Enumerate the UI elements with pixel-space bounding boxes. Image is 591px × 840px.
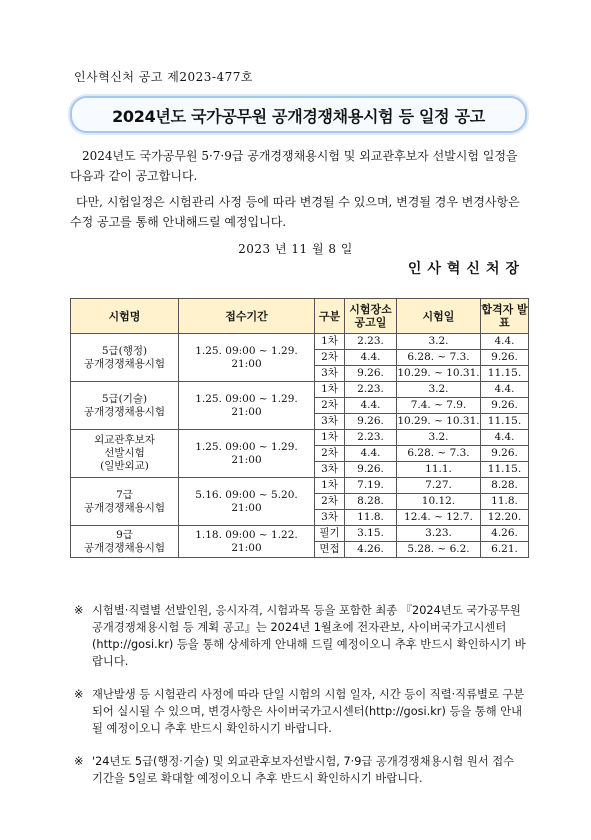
table-header-row [71, 299, 529, 334]
application-period-cell: 1.25. 09:00 ~ 1.29. 21:00 [179, 430, 315, 478]
result-announce-cell: 4.4. [481, 430, 529, 446]
venue-announce-cell: 4.4. [345, 350, 397, 366]
result-announce-cell: 4.4. [481, 334, 529, 350]
stage-cell: 3차 [315, 366, 345, 382]
venue-announce-cell: 9.26. [345, 414, 397, 430]
result-announce-cell: 4.4. [481, 382, 529, 398]
exam-name-cell: 5급(기술) 공개경쟁채용시험 [71, 382, 179, 430]
exam-date-cell: 3.23. [397, 526, 481, 542]
venue-announce-cell: 9.26. [345, 366, 397, 382]
stage-cell: 면접 [315, 542, 345, 558]
venue-announce-cell: 8.28. [345, 494, 397, 510]
exam-date-cell: 3.2. [397, 334, 481, 350]
change-notice-paragraph: 다만, 시험일정은 시험관리 사정 등에 따라 변경될 수 있으며, 변경될 경우 변경사항은 수정 공고를 통해 안내해드릴 예정입니다. [70, 195, 520, 229]
table-row [71, 478, 529, 494]
result-announce-cell: 9.26. [481, 446, 529, 462]
exam-date-cell: 10.29. ~ 10.31. [397, 366, 481, 382]
result-announce-cell: 9.26. [481, 350, 529, 366]
note-item [74, 686, 528, 737]
exam-name-cell: 7급 공개경쟁채용시험 [71, 478, 179, 526]
venue-announce-cell: 9.26. [345, 462, 397, 478]
result-announce-cell: 9.26. [481, 398, 529, 414]
venue-announce-cell: 3.15. [345, 526, 397, 542]
table-body [71, 334, 529, 558]
application-period-cell: 1.18. 09:00 ~ 1.22. 21:00 [179, 526, 315, 558]
exam-schedule-table [70, 298, 529, 558]
exam-date-cell: 11.1. [397, 462, 481, 478]
exam-date-cell: 7.27. [397, 478, 481, 494]
note-text: '24년도 5급(행정·기술) 및 외교관후보자선발시험, 7·9급 공개경쟁채용시험 원서 접수 기간을 5일로 확대할 예정이오니 추후 반드시 확인하시기 바랍니다. [92, 755, 515, 785]
stage-cell: 2차 [315, 398, 345, 414]
venue-announce-cell: 4.26. [345, 542, 397, 558]
exam-date-cell: 6.28. ~ 7.3. [397, 350, 481, 366]
stage-cell: 필기 [315, 526, 345, 542]
header-exam-date: 시험일 [397, 299, 481, 334]
application-period-cell: 1.25. 09:00 ~ 1.29. 21:00 [179, 382, 315, 430]
venue-announce-cell: 11.8. [345, 510, 397, 526]
reference-mark-icon: ※ [74, 604, 84, 617]
exam-date-cell: 10.29. ~ 10.31. [397, 414, 481, 430]
note-text: 시험별·직렬별 선발인원, 응시자격, 시험과목 등을 포함한 최종 『2024년도 국가공무원 공개경쟁채용시험 등 계획 공고』는 2024년 1월초에 전자관보, 사이버국가고시센터(http://gosi.kr) 등을 통해 상세하게 안내해 드릴 예정이오니 추후 반드시 확인하시기 바랍니다. [92, 604, 526, 668]
stage-cell: 3차 [315, 462, 345, 478]
header-stage: 구분 [315, 299, 345, 334]
exam-name-cell: 9급 공개경쟁채용시험 [71, 526, 179, 558]
stage-cell: 3차 [315, 414, 345, 430]
table-row [71, 382, 529, 398]
note-item [74, 753, 528, 787]
header-exam-name: 시험명 [71, 299, 179, 334]
exam-date-cell: 3.2. [397, 430, 481, 446]
venue-announce-cell: 4.4. [345, 446, 397, 462]
result-announce-cell: 11.15. [481, 462, 529, 478]
stage-cell: 1차 [315, 478, 345, 494]
exam-date-cell: 7.4. ~ 7.9. [397, 398, 481, 414]
table-row [71, 334, 529, 350]
note-text: 재난발생 등 시험관리 사정에 따라 단일 시험의 시험 일자, 시간 등이 직렬·직류별로 구분되어 실시될 수 있으며, 변경사항은 사이버국가고시센터(http://gosi.kr) 등을 통해 안내될 예정이오니 추후 반드시 확인하시기 바랍니다. [92, 688, 525, 735]
issuing-organization: 인사혁신처장 [407, 261, 525, 277]
notes-section [74, 602, 528, 803]
page-title: 2024년도 국가공무원 공개경쟁채용시험 등 일정 공고 [112, 107, 485, 126]
header-venue-announce: 시험장소 공고일 [345, 299, 397, 334]
header-result-announce: 합격자 발표 [481, 299, 529, 334]
exam-date-cell: 10.12. [397, 494, 481, 510]
result-announce-cell: 8.28. [481, 478, 529, 494]
table-row [71, 430, 529, 446]
application-period-cell: 1.25. 09:00 ~ 1.29. 21:00 [179, 334, 315, 382]
stage-cell: 1차 [315, 430, 345, 446]
notice-number: 인사혁신처 공고 제2023-477호 [74, 70, 253, 84]
reference-mark-icon: ※ [74, 688, 84, 701]
venue-announce-cell: 4.4. [345, 398, 397, 414]
exam-date-cell: 12.4. ~ 12.7. [397, 510, 481, 526]
exam-name-cell: 5급(행정) 공개경쟁채용시험 [71, 334, 179, 382]
note-item [74, 602, 528, 670]
table-row [71, 526, 529, 542]
result-announce-cell: 4.26. [481, 526, 529, 542]
reference-mark-icon: ※ [74, 755, 84, 768]
venue-announce-cell: 2.23. [345, 334, 397, 350]
result-announce-cell: 11.15. [481, 414, 529, 430]
stage-cell: 2차 [315, 494, 345, 510]
venue-announce-cell: 2.23. [345, 430, 397, 446]
intro-paragraph: 2024년도 국가공무원 5·7·9급 공개경쟁채용시험 및 외교관후보자 선발시험 일정을 다음과 같이 공고합니다. [70, 149, 518, 183]
stage-cell: 2차 [315, 446, 345, 462]
exam-date-cell: 3.2. [397, 382, 481, 398]
result-announce-cell: 6.21. [481, 542, 529, 558]
result-announce-cell: 11.8. [481, 494, 529, 510]
venue-announce-cell: 2.23. [345, 382, 397, 398]
venue-announce-cell: 7.19. [345, 478, 397, 494]
exam-name-cell: 외교관후보자 선발시험 (일반외교) [71, 430, 179, 478]
header-application-period: 접수기간 [179, 299, 315, 334]
title-banner [70, 96, 527, 133]
result-announce-cell: 12.20. [481, 510, 529, 526]
stage-cell: 2차 [315, 350, 345, 366]
stage-cell: 1차 [315, 382, 345, 398]
stage-cell: 1차 [315, 334, 345, 350]
stage-cell: 3차 [315, 510, 345, 526]
announcement-date: 2023 년 11 월 8 일 [238, 242, 353, 256]
result-announce-cell: 11.15. [481, 366, 529, 382]
exam-date-cell: 6.28. ~ 7.3. [397, 446, 481, 462]
exam-date-cell: 5.28. ~ 6.2. [397, 542, 481, 558]
application-period-cell: 5.16. 09:00 ~ 5.20. 21:00 [179, 478, 315, 526]
